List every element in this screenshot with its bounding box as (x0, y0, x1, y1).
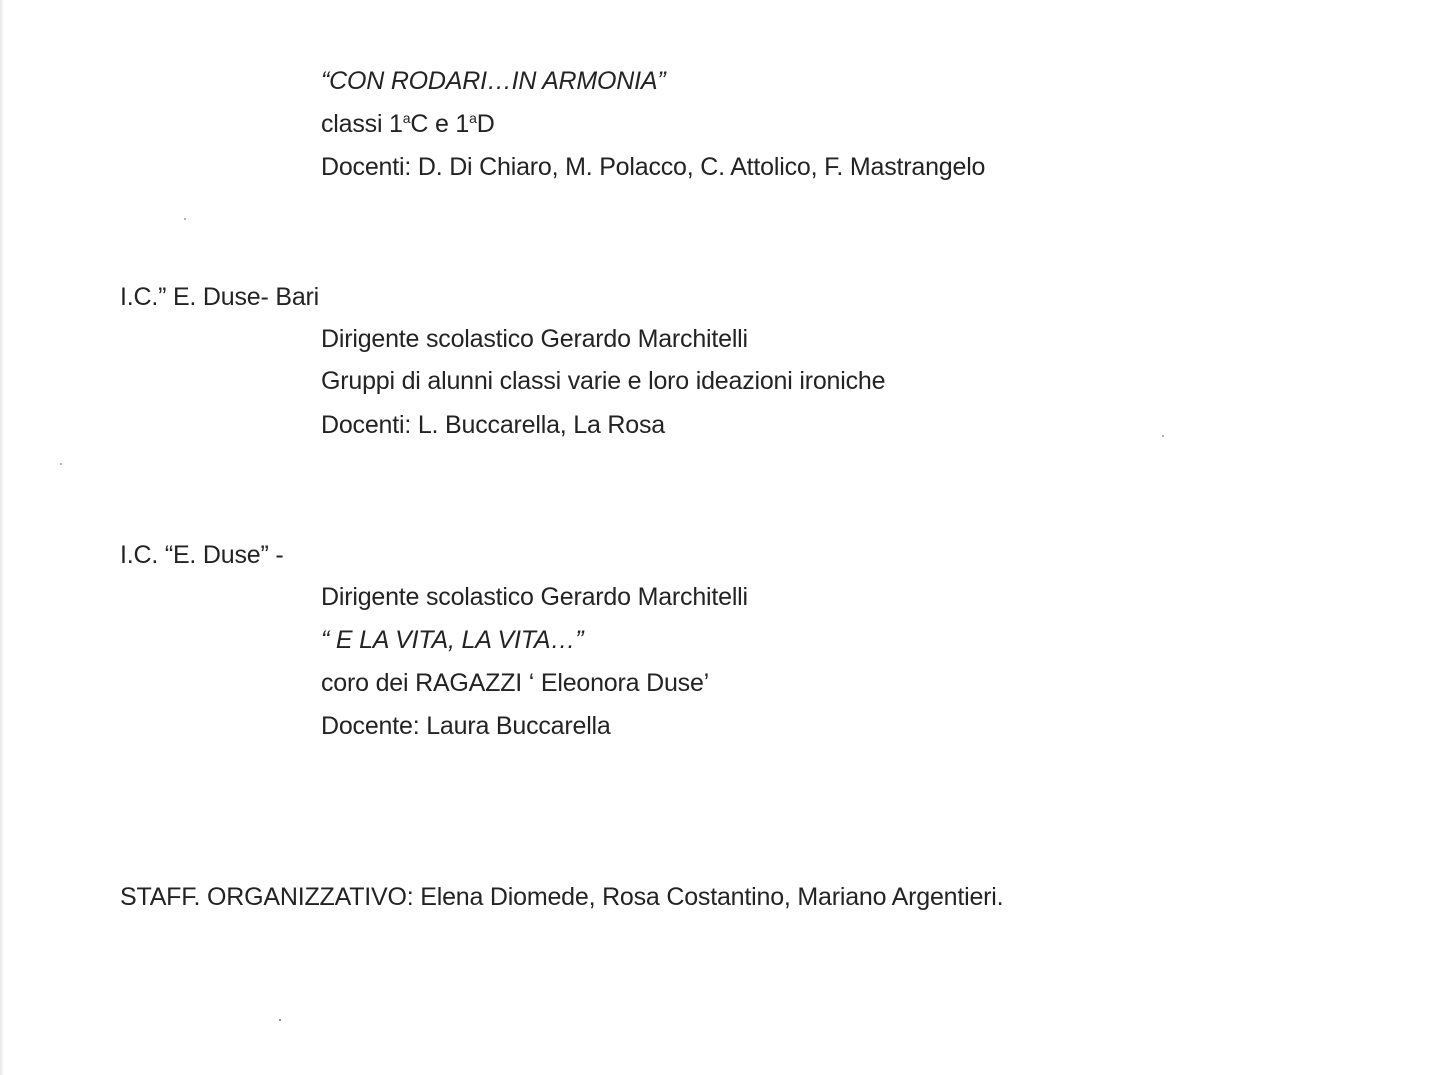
scan-speck (1162, 435, 1164, 437)
teachers-line-1: Docenti: D. Di Chiaro, M. Polacco, C. Attolico, F. Mastrangelo (321, 153, 986, 181)
classes-line (321, 112, 495, 137)
teachers-line-2: Docenti: L. Buccarella, La Rosa (321, 411, 665, 439)
scan-edge (0, 0, 4, 1075)
classes-superscript-2: a (469, 110, 477, 126)
scan-speck (60, 463, 62, 465)
classes-suffix: D (476, 110, 495, 138)
groups-line: Gruppi di alunni classi varie e loro ideazioni ironiche (321, 367, 886, 395)
scan-speck (279, 1019, 281, 1021)
school-heading-2: I.C. “E. Duse” - (120, 541, 284, 569)
classes-prefix: classi 1 (321, 110, 403, 138)
show-title-rodari: “CON RODARI…IN ARMONIA” (321, 67, 666, 95)
principal-line-1: Dirigente scolastico Gerardo Marchitelli (321, 325, 748, 353)
classes-superscript-1: a (402, 110, 411, 126)
classes-mid: C e 1 (410, 110, 470, 138)
choir-line: coro dei RAGAZZI ‘ Eleonora Duse’ (321, 669, 710, 697)
show-title-vita: “ E LA VITA, LA VITA…” (321, 626, 584, 654)
teacher-line-3: Docente: Laura Buccarella (321, 712, 611, 740)
staff-line: STAFF. ORGANIZZATIVO: Elena Diomede, Rosa Costantino, Mariano Argentieri. (120, 883, 1004, 911)
principal-line-2: Dirigente scolastico Gerardo Marchitelli (321, 583, 748, 611)
school-heading-1: I.C.” E. Duse- Bari (120, 283, 320, 311)
scan-speck (184, 218, 186, 220)
